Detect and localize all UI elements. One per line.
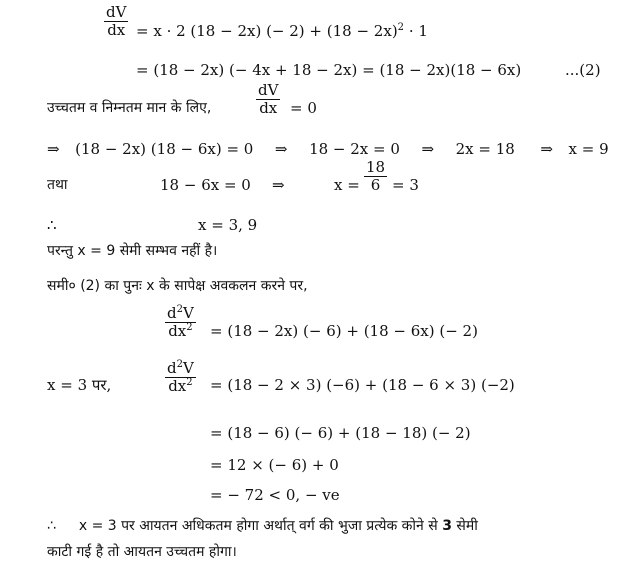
equation-rhs-tail: · 1 [404, 22, 428, 40]
conclusion-bold-value: 3 [442, 518, 452, 534]
conclusion-unit: सेमी [456, 518, 478, 534]
conclusion-text: x = 3 पर आयतन अधिकतम होगा अर्थात् वर्ग की भुजा प्रत्येक कोने से [78, 518, 438, 534]
fraction-denominator [165, 323, 196, 340]
equation-line-2 [136, 61, 521, 79]
fraction-denominator [165, 378, 196, 395]
condition-text: उच्चतम व निम्नतम मान के लिए, [47, 100, 212, 116]
fraction-numerator [165, 305, 196, 322]
implies-arrow: ⇒ [274, 140, 288, 158]
conclusion-line-2: काटी गई है तो आयतन उच्चतम होगा। [47, 544, 237, 560]
d-symbol: d [167, 359, 177, 377]
fraction-numerator: 18 [366, 158, 386, 176]
also-lhs: x = [334, 176, 360, 194]
fraction-denominator: 6 [370, 176, 381, 194]
solve-line [47, 140, 609, 158]
equation-rhs: = x · 2 (18 − 2x) (− 2) + (18 − 2x) [136, 22, 398, 40]
at-x3-label: x = 3 पर, [47, 376, 112, 394]
fraction-numerator: dV [106, 3, 127, 21]
implies-arrow: ⇒ [47, 140, 60, 158]
conclusion-line-1 [47, 517, 478, 535]
dv-dx-fraction [104, 4, 128, 39]
variable: V [182, 304, 194, 322]
fraction-denominator: dx [107, 21, 126, 39]
therefore-symbol: ∴ [47, 216, 57, 234]
variable: V [182, 359, 194, 377]
equation-number: ...(2) [565, 61, 601, 79]
also-equation: 18 − 6x = 0 [160, 176, 251, 194]
exponent: 2 [397, 22, 405, 33]
solve-part-3: 2x = 18 [455, 140, 515, 158]
roots-text: x = 3, 9 [198, 216, 258, 234]
fraction-denominator: dx [259, 99, 278, 117]
dx-symbol: dx [168, 377, 187, 395]
implies-arrow: ⇒ [272, 176, 285, 194]
exponent: 2 [176, 359, 183, 370]
d-symbol: d [167, 304, 177, 322]
also-rhs: = 3 [392, 176, 419, 194]
at-x3-rhs: = (18 − 2 × 3) (−6) + (18 − 6 × 3) (−2) [210, 376, 515, 394]
implies-arrow: ⇒ [540, 140, 553, 158]
exponent: 2 [186, 322, 193, 333]
fraction-numerator [165, 360, 196, 377]
dx-symbol: dx [168, 322, 187, 340]
solve-part-4: x = 9 [568, 140, 609, 158]
evaluation-line-4: = − 72 < 0, − ve [210, 486, 340, 504]
second-derivative-fraction [165, 305, 196, 340]
at-x3-fraction [165, 360, 196, 395]
solve-part-2: 18 − 2x = 0 [309, 140, 400, 158]
evaluation-line-2: = (18 − 6) (− 6) + (18 − 18) (− 2) [210, 424, 471, 442]
also-label: तथा [47, 177, 68, 193]
second-derivative-rhs: = (18 − 2x) (− 6) + (18 − 6x) (− 2) [210, 322, 478, 340]
evaluation-line-3: = 12 × (− 6) + 0 [210, 456, 339, 474]
implies-arrow: ⇒ [421, 140, 435, 158]
differentiate-again-text: समी० (2) का पुनः x के सापेक्ष अवकलन करने पर, [47, 278, 308, 294]
solve-part-1: (18 − 2x) (18 − 6x) = 0 [75, 140, 254, 158]
equation-line-1 [136, 22, 428, 40]
eighteen-by-six-fraction [364, 159, 387, 194]
therefore-symbol: ∴ [47, 518, 56, 534]
not-possible-text: परन्तु x = 9 सेमी सम्भव नहीं है। [47, 243, 218, 259]
exponent: 2 [186, 377, 193, 388]
fraction-numerator: dV [258, 81, 279, 99]
equation-expression: = (18 − 2x) (− 4x + 18 − 2x) = (18 − 2x)(18 − 6x) [136, 61, 522, 79]
condition-fraction [256, 82, 280, 117]
exponent: 2 [176, 304, 183, 315]
condition-rhs: = 0 [290, 99, 317, 117]
